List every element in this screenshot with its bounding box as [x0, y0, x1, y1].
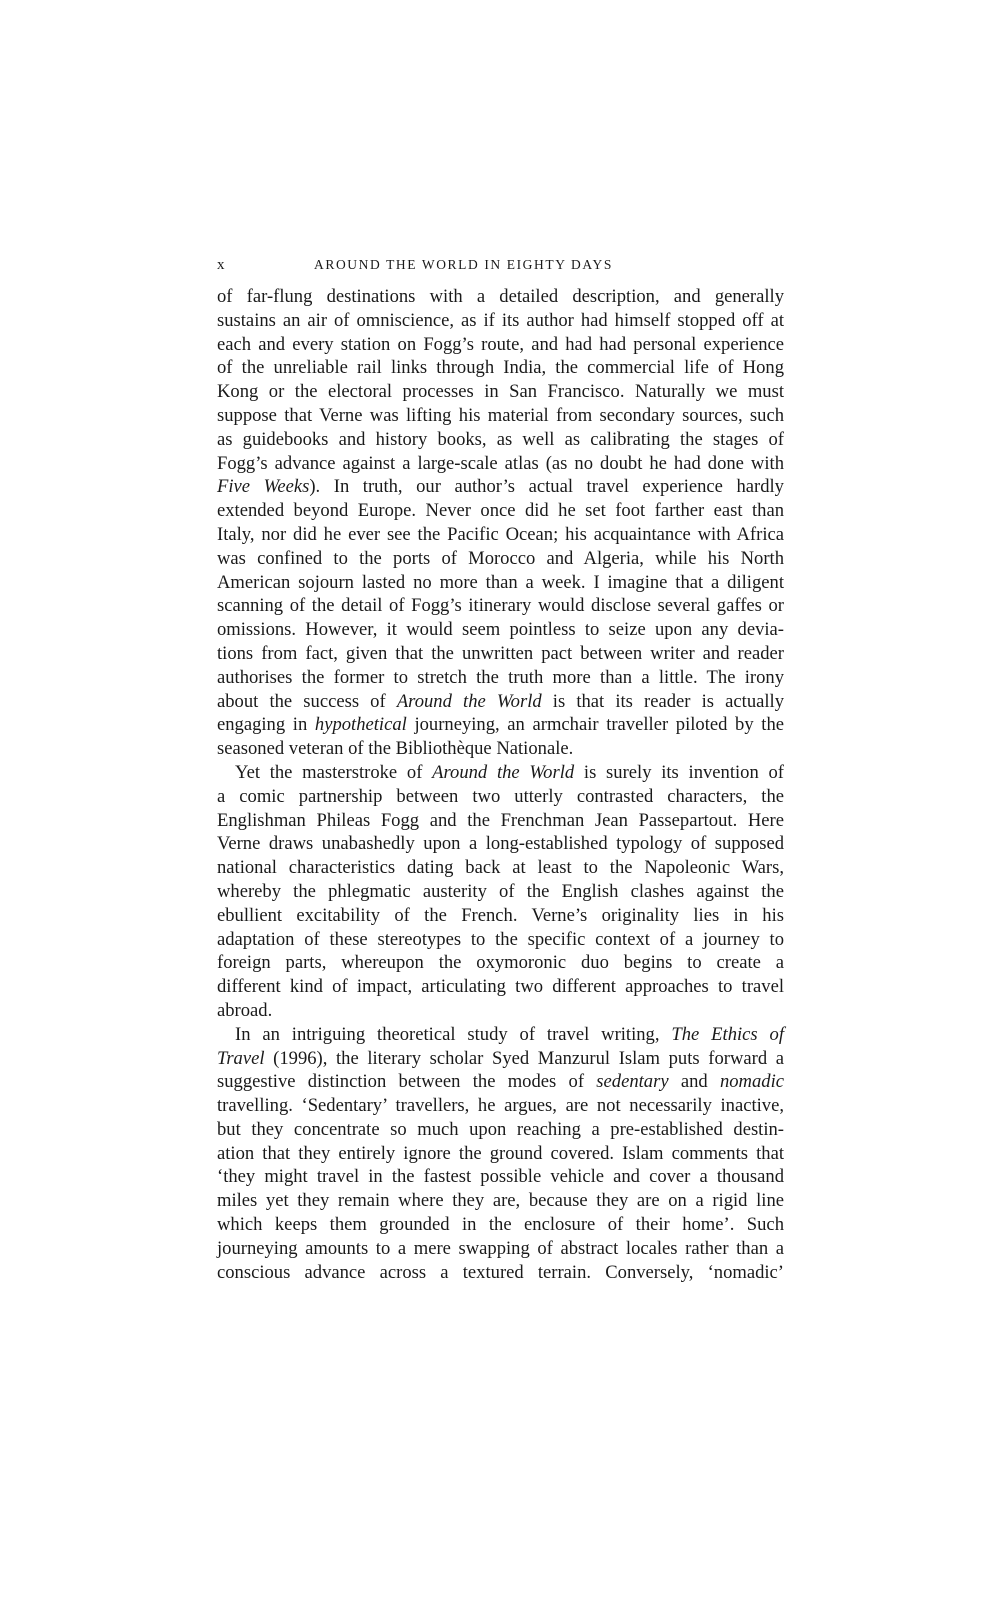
- text-line: [217, 309, 784, 333]
- running-head: [217, 257, 784, 277]
- text-segment: suggestive distinction between the modes of: [217, 1071, 597, 1093]
- text-segment: journeying amounts to a mere swapping of abstract locales rather than a: [217, 1237, 784, 1259]
- text-segment: American sojourn lasted no more than a week. I imagine that a diligent: [217, 571, 784, 593]
- text-line: [217, 547, 784, 571]
- text-line: [217, 356, 784, 380]
- text-segment: as guidebooks and history books, as well as calibrating the stages of: [217, 428, 784, 450]
- running-title: AROUND THE WORLD IN EIGHTY DAYS: [314, 257, 613, 272]
- text-line: [217, 690, 784, 714]
- text-segment: tions from fact, given that the unwritten pact between writer and reader: [217, 642, 784, 664]
- book-page: [217, 257, 784, 1284]
- italic-text: sedentary: [596, 1071, 669, 1093]
- text-segment: travelling. ‘Sedentary’ travellers, he argues, are not necessarily inactive,: [217, 1095, 784, 1117]
- paragraph: [217, 761, 784, 1023]
- text-segment: but they concentrate so much upon reaching a pre-established destin-: [217, 1118, 784, 1140]
- italic-text: hypothetical: [314, 714, 407, 736]
- italic-text: nomadic: [719, 1071, 784, 1093]
- text-segment: is that its reader is actually: [541, 690, 785, 712]
- text-line: [217, 1189, 784, 1213]
- paragraph: [217, 1023, 784, 1285]
- text-segment: Fogg’s advance against a large-scale atlas (as no doubt he had done with: [217, 452, 784, 474]
- text-segment: of far-flung destinations with a detailed description, and generally: [217, 286, 784, 307]
- text-segment: ation that they entirely ignore the ground covered. Islam comments that: [217, 1142, 784, 1164]
- text-segment: different kind of impact, articulating two different approaches to travel: [217, 976, 784, 998]
- text-segment: of the unreliable rail links through India, the commercial life of Hong: [217, 357, 784, 379]
- text-line: [217, 1261, 784, 1285]
- text-segment: miles yet they remain where they are, because they are on a rigid line: [217, 1190, 784, 1212]
- text-segment: conscious advance across a textured terrain. Conversely, ‘nomadic’: [217, 1261, 784, 1283]
- text-segment: Yet the masterstroke of: [235, 761, 433, 783]
- text-segment: Englishman Phileas Fogg and the Frenchman Jean Passepartout. Here: [217, 809, 784, 831]
- text-segment: which keeps them grounded in the enclosure of their home’. Such: [217, 1214, 784, 1236]
- italic-text: Around the World: [396, 690, 542, 712]
- text-segment: whereby the phlegmatic austerity of the English clashes against the: [217, 880, 784, 902]
- text-line: [217, 594, 784, 618]
- page-number: x: [217, 257, 225, 273]
- text-line: [217, 761, 784, 785]
- text-line: [217, 975, 784, 999]
- text-segment: Kong or the electoral processes in San Francisco. Naturally we must: [217, 381, 784, 403]
- text-line: [217, 856, 784, 880]
- text-segment: ). In truth, our author’s actual travel experience hardly: [309, 476, 784, 498]
- text-line: [217, 737, 784, 761]
- text-line: [217, 428, 784, 452]
- text-line: [217, 642, 784, 666]
- text-line: [217, 1237, 784, 1261]
- text-segment: foreign parts, whereupon the oxymoronic duo begins to create a: [217, 952, 784, 974]
- text-line: [217, 904, 784, 928]
- text-segment: was confined to the ports of Morocco and Algeria, while his North: [217, 547, 784, 569]
- text-line: [217, 880, 784, 904]
- text-line: [217, 1094, 784, 1118]
- text-line: [217, 380, 784, 404]
- text-segment: a comic partnership between two utterly contrasted characters, the: [217, 785, 784, 807]
- text-line: [217, 785, 784, 809]
- italic-text: Around the World: [432, 761, 575, 783]
- text-line: [217, 452, 784, 476]
- text-line: [217, 1070, 784, 1094]
- text-line: [217, 499, 784, 523]
- text-line: [217, 285, 784, 309]
- text-line: [217, 523, 784, 547]
- italic-text: Five Weeks: [217, 476, 310, 498]
- text-line: [217, 333, 784, 357]
- text-line: [217, 1142, 784, 1166]
- text-line: [217, 1118, 784, 1142]
- text-segment: suppose that Verne was lifting his material from secondary sources, such: [217, 404, 784, 426]
- text-segment: journeying, an armchair traveller piloted by the: [406, 714, 784, 736]
- text-line: [217, 404, 784, 428]
- text-segment: extended beyond Europe. Never once did he set foot farther east than: [217, 500, 784, 522]
- italic-text: The Ethics of: [671, 1023, 784, 1045]
- text-line: [217, 928, 784, 952]
- text-segment: national characteristics dating back at least to the Napoleonic Wars,: [217, 857, 784, 879]
- text-line: [217, 618, 784, 642]
- text-segment: ebullient excitability of the French. Verne’s originality lies in his: [217, 904, 784, 926]
- text-line: [217, 1047, 784, 1071]
- paragraph: [217, 285, 784, 761]
- text-line: [217, 832, 784, 856]
- text-segment: abroad.: [217, 999, 273, 1021]
- text-segment: seasoned veteran of the Bibliothèque Nationale.: [217, 738, 574, 760]
- text-segment: Verne draws unabashedly upon a long-established typology of supposed: [217, 833, 784, 855]
- text-segment: scanning of the detail of Fogg’s itinerary would disclose several gaffes or: [217, 595, 784, 617]
- body-text: [217, 285, 784, 1284]
- text-line: [217, 1213, 784, 1237]
- text-segment: omissions. However, it would seem pointless to seize upon any devia-: [217, 619, 784, 641]
- text-line: [217, 475, 784, 499]
- text-segment: adaptation of these stereotypes to the specific context of a journey to: [217, 928, 784, 950]
- text-line: [217, 571, 784, 595]
- text-segment: is surely its invention of: [574, 761, 784, 783]
- text-segment: and: [668, 1071, 720, 1093]
- text-segment: authorises the former to stretch the truth more than a little. The irony: [217, 666, 784, 688]
- text-line: [217, 1023, 784, 1047]
- text-segment: engaging in: [217, 714, 315, 736]
- text-line: [217, 1165, 784, 1189]
- text-segment: ‘they might travel in the fastest possible vehicle and cover a thousand: [217, 1166, 784, 1188]
- text-segment: about the success of: [217, 690, 397, 712]
- text-line: [217, 809, 784, 833]
- text-segment: (1996), the literary scholar Syed Manzurul Islam puts forward a: [264, 1047, 784, 1069]
- text-segment: In an intriguing theoretical study of travel writing,: [235, 1023, 672, 1045]
- text-segment: sustains an air of omniscience, as if its author had himself stopped off at: [217, 309, 784, 331]
- text-line: [217, 713, 784, 737]
- text-segment: each and every station on Fogg’s route, and had had personal experience: [217, 333, 784, 355]
- italic-text: Travel: [217, 1047, 265, 1069]
- text-line: [217, 666, 784, 690]
- text-line: [217, 999, 784, 1023]
- text-segment: Italy, nor did he ever see the Pacific Ocean; his acquaintance with Africa: [217, 523, 784, 545]
- text-line: [217, 951, 784, 975]
